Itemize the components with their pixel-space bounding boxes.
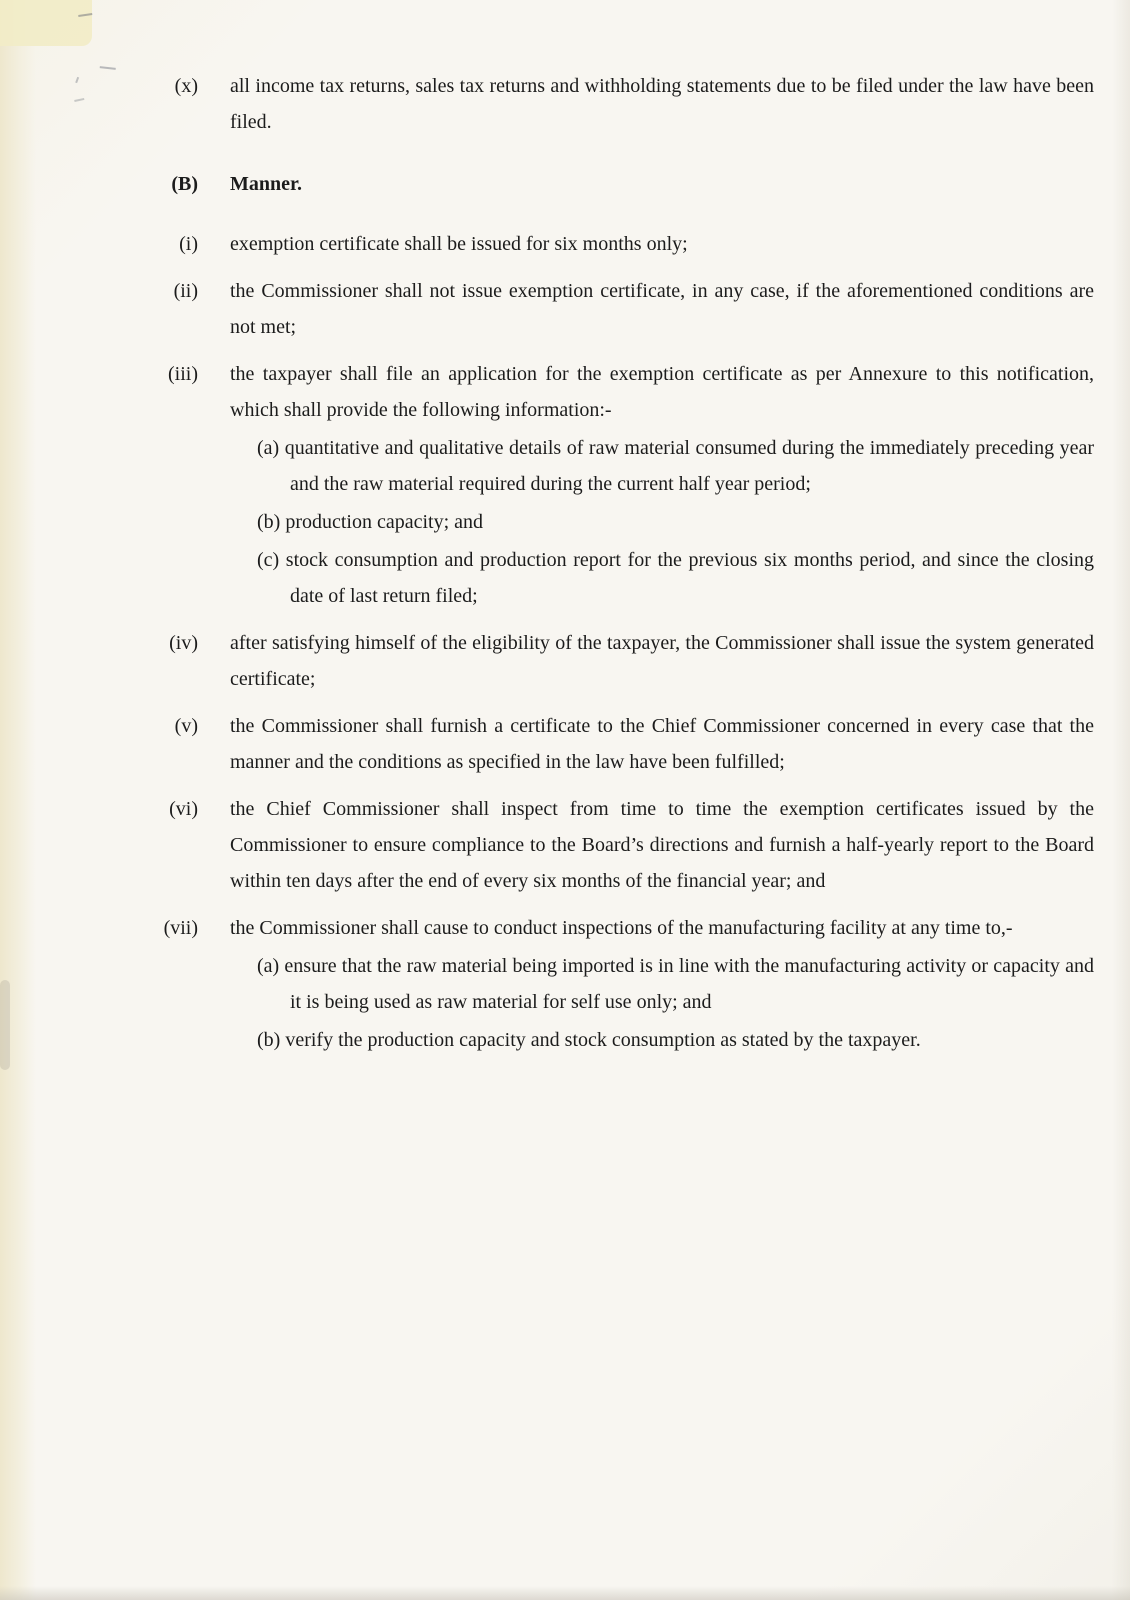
- sub-item-text: quantitative and qualitative details of raw material consumed during the immediately preceding year and the raw material required during the current half year period;: [284, 437, 1095, 495]
- sub-item-b: [230, 504, 1094, 540]
- sub-item-a: [230, 430, 1094, 502]
- sub-item-label: (a): [257, 437, 280, 459]
- sub-item-b: [230, 1022, 1094, 1058]
- sub-item-label: (a): [257, 955, 280, 977]
- item-text: the Commissioner shall cause to conduct inspections of the manufacturing facility at any time to,-: [230, 917, 1013, 939]
- item-label: (x): [174, 75, 198, 97]
- item-label: (vii): [163, 917, 198, 939]
- heading-text: Manner.: [230, 173, 303, 195]
- sub-item-label: (b): [257, 511, 281, 533]
- item-text: all income tax returns, sales tax returns and withholding statements due to be filed under the law have been filed.: [230, 75, 1094, 133]
- item-text: exemption certificate shall be issued for six months only;: [230, 233, 688, 255]
- item-label: (v): [174, 715, 198, 737]
- section-heading-b: [0, 166, 1130, 202]
- item-label: (vi): [169, 798, 198, 820]
- sub-item-text: stock consumption and production report for the previous six months period, and since the closing date of last return filed;: [285, 549, 1095, 607]
- list-item-iv: [0, 625, 1130, 697]
- list-item-vi: [0, 791, 1130, 899]
- list-item-i: [0, 226, 1130, 262]
- item-text: after satisfying himself of the eligibility of the taxpayer, the Commissioner shall issue the system generated certificate;: [230, 632, 1094, 690]
- item-label: (ii): [173, 280, 198, 302]
- item-text: the Commissioner shall furnish a certificate to the Chief Commissioner concerned in every case that the manner and the conditions as specified in the law have been fulfilled;: [230, 715, 1094, 773]
- item-label: (i): [179, 233, 198, 255]
- sub-item-c: [230, 542, 1094, 614]
- heading-label: (B): [171, 173, 198, 195]
- sub-item-text: production capacity; and: [285, 511, 484, 533]
- sub-item-label: (b): [257, 1029, 281, 1051]
- scan-corner-tint: [0, 0, 92, 46]
- sub-item-text: verify the production capacity and stock consumption as stated by the taxpayer.: [285, 1029, 921, 1051]
- list-item-v: [0, 708, 1130, 780]
- sub-item-label: (c): [257, 549, 280, 571]
- list-item-vii: [0, 910, 1130, 1058]
- item-label: (iii): [168, 363, 198, 385]
- list-item-iii: [0, 356, 1130, 614]
- item-text: the taxpayer shall file an application for the exemption certificate as per Annexure to this notification, which shall provide the following information:-: [230, 363, 1094, 421]
- document-body: [0, 68, 1130, 1069]
- item-text: the Chief Commissioner shall inspect from time to time the exemption certificates issued by the Commissioner to ensure compliance to the Board’s directions and furnish a half-yearly report to the Board within ten days after the end of every six months of the financial year; and: [230, 798, 1094, 892]
- sub-item-text: ensure that the raw material being imported is in line with the manufacturing activity or capacity and it is being used as raw material for self use only; and: [284, 955, 1094, 1013]
- item-text: the Commissioner shall not issue exemption certificate, in any case, if the aforementioned conditions are not met;: [230, 280, 1094, 338]
- item-label: (iv): [169, 632, 198, 654]
- sub-item-a: [230, 948, 1094, 1020]
- list-item-ii: [0, 273, 1130, 345]
- scan-edge-shadow-bottom: [0, 1586, 1130, 1600]
- list-item-x: [0, 68, 1130, 140]
